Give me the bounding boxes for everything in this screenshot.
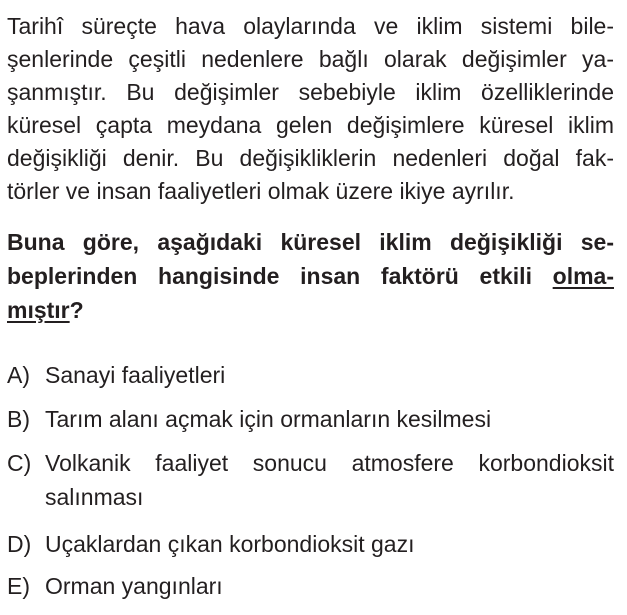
question-line (7, 262, 614, 290)
question-line (7, 296, 84, 324)
paragraph-line: şanmıştır. Bu değişimler sebebiyle iklim özelliklerinde (7, 79, 614, 105)
paragraph-line: Tarihî süreçte hava olaylarında ve iklim sistemi bile- (7, 13, 614, 39)
option-letter: A) (7, 362, 30, 388)
question-line: Buna göre, aşağıdaki küresel iklim değişikliği se- (7, 229, 614, 255)
option-letter: C) (7, 450, 32, 476)
paragraph-line: değişikliği denir. Bu değişikliklerin nedenleri doğal fak- (7, 145, 614, 171)
option-letter: D) (7, 531, 32, 557)
option-letter: B) (7, 406, 30, 432)
option-text-continuation: salınması (45, 484, 144, 510)
option-text: Uçaklardan çıkan korbondioksit gazı (45, 531, 415, 557)
option-text: Volkanik faaliyet sonucu atmosfere korbondioksit (45, 450, 614, 476)
option-text: Orman yangınları (45, 573, 223, 599)
question-mark: ? (69, 297, 84, 323)
negation-emphasis: mıştır (7, 297, 70, 323)
paragraph-line: küresel çapta meydana gelen değişimlere küresel iklim (7, 112, 614, 138)
option-letter: E) (7, 573, 30, 599)
paragraph-line: şenlerinde çeşitli nedenlere bağlı olarak değişimler ya- (7, 46, 614, 72)
option-text: Tarım alanı açmak için ormanların kesilmesi (45, 406, 492, 432)
option-text: Sanayi faaliyetleri (45, 362, 226, 388)
negation-emphasis: olma- (552, 263, 614, 289)
question-text: beplerinden hangisinde insan faktörü etkili (7, 263, 553, 289)
paragraph-line: törler ve insan faaliyetleri olmak üzere ikiye ayrılır. (7, 178, 515, 204)
